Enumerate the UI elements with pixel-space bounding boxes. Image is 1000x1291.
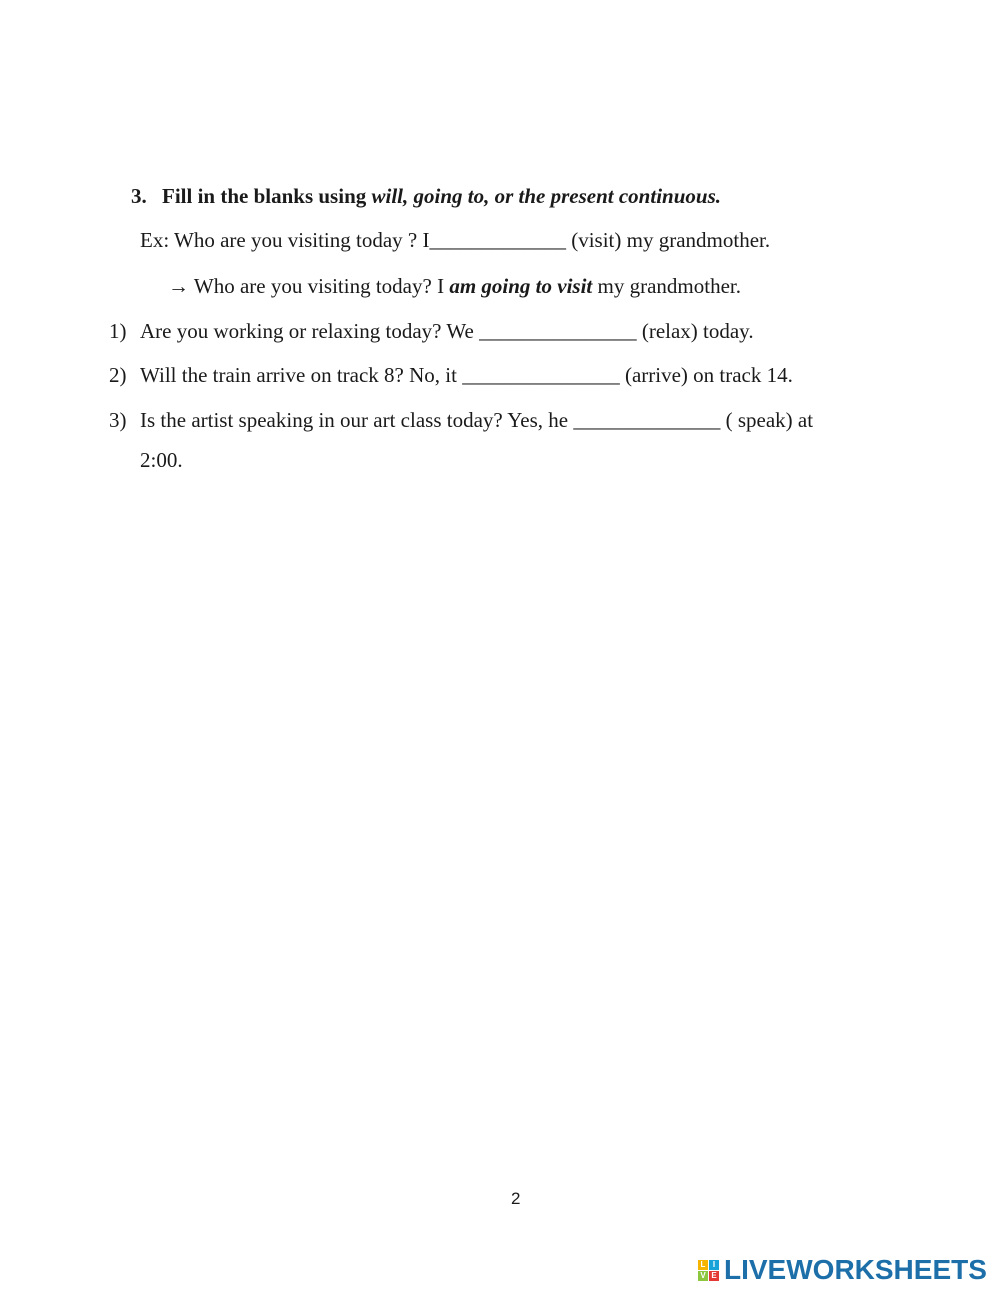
- page-number: 2: [511, 1189, 521, 1208]
- logo-letter-i: I: [709, 1260, 719, 1270]
- item-text-3: Is the artist speaking in our art class today? Yes, he ______________ ( speak) at: [140, 408, 814, 432]
- exercise-number: 3.: [131, 184, 147, 208]
- item-text-3-continuation: 2:00.: [140, 448, 183, 472]
- answer-highlight: am going to visit: [449, 274, 593, 298]
- example-answer: [168, 273, 741, 299]
- arrow-icon: →: [168, 274, 189, 298]
- item-text-2: Will the train arrive on track 8? No, it _______________ (arrive) on track 14.: [140, 363, 793, 387]
- instruction-text: Fill in the blanks using: [162, 184, 372, 208]
- answer-before: Who are you visiting today? I: [189, 274, 450, 298]
- item-text-1: Are you working or relaxing today? We _______________ (relax) today.: [140, 319, 754, 343]
- example-line: Ex: Who are you visiting today ? I_____________ (visit) my grandmother.: [140, 228, 771, 252]
- logo-text: LIVEWORKSHEETS: [724, 1254, 987, 1285]
- logo-letter-v: V: [698, 1271, 708, 1281]
- item-number-3: 3): [109, 408, 127, 432]
- liveworksheets-logo: [698, 1254, 987, 1286]
- instruction-emphasis: will, going to, or the present continuous.: [371, 184, 721, 208]
- logo-letter-l: L: [698, 1260, 708, 1270]
- exercise-heading: [131, 183, 721, 209]
- logo-grid-icon: [698, 1260, 719, 1281]
- item-number-2: 2): [109, 363, 127, 387]
- answer-after: my grandmother.: [592, 274, 741, 298]
- item-number-1: 1): [109, 319, 127, 343]
- logo-letter-e: E: [709, 1271, 719, 1281]
